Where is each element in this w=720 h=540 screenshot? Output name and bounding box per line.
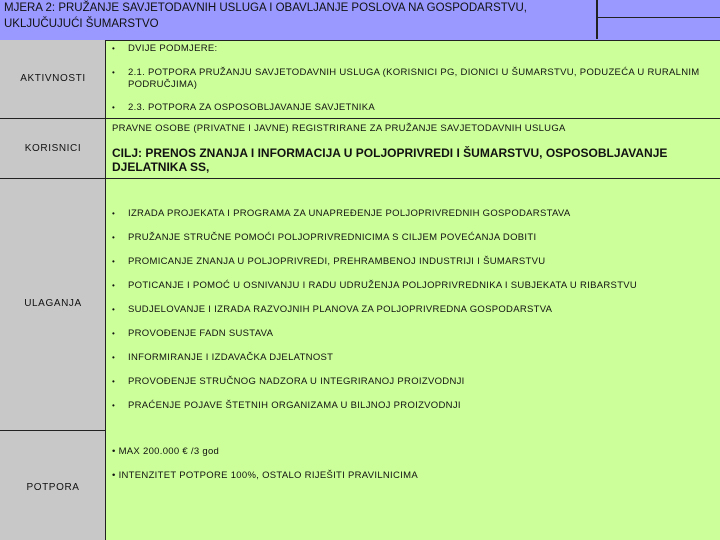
bullet-icon: • xyxy=(112,281,116,290)
header-empty-cell xyxy=(598,18,720,39)
korisnici-description: PRAVNE OSOBE (PRIVATNE I JAVNE) REGISTRIRANE ZA PRUŽANJE SAVJETODAVNIH USLUGA xyxy=(112,123,566,134)
bullet-icon: • xyxy=(112,446,119,457)
row-divider xyxy=(0,430,106,431)
bullet-icon: • xyxy=(112,68,116,77)
row-label-aktivnosti: AKTIVNOSTI xyxy=(20,73,86,84)
row-label-potpora: POTPORA xyxy=(26,482,80,493)
row-divider xyxy=(0,178,720,179)
header-bar xyxy=(0,0,720,41)
potpora-item: • INTENZITET POTPORE 100%, OSTALO RIJEŠITI PRAVILNICIMA xyxy=(112,470,418,481)
goal-text: CILJ: PRENOS ZNANJA I INFORMACIJA U POLJOPRIVREDI I ŠUMARSTVU, OSPOSOBLJAVANJE DJELATNIKA SS, xyxy=(112,146,668,174)
row-divider xyxy=(0,118,720,119)
bullet-icon: • xyxy=(112,257,116,266)
bullet-icon: • xyxy=(112,329,116,338)
bullet-icon: • xyxy=(112,353,116,362)
page-title: MJERA 2: PRUŽANJE SAVJETODAVNIH USLUGA I OBAVLJANJE POSLOVA NA GOSPODARSTVU, UKLJUČUJUĆI ŠUMARSTVO xyxy=(0,0,598,39)
bullet-icon: • xyxy=(112,233,116,242)
bullet-icon: • xyxy=(112,44,116,53)
row-label-ulaganja: ULAGANJA xyxy=(24,298,82,309)
bullet-icon: • xyxy=(112,305,116,314)
bullet-icon: • xyxy=(112,377,116,386)
label-column xyxy=(0,40,106,540)
row-label-korisnici: KORISNICI xyxy=(24,143,82,154)
potpora-item: • MAX 200.000 € /3 god xyxy=(112,446,220,457)
bullet-icon: • xyxy=(112,470,119,481)
header-empty-cell xyxy=(598,0,720,18)
bullet-icon: • xyxy=(112,103,116,112)
bullet-icon: • xyxy=(112,209,116,218)
bullet-icon: • xyxy=(112,401,116,410)
